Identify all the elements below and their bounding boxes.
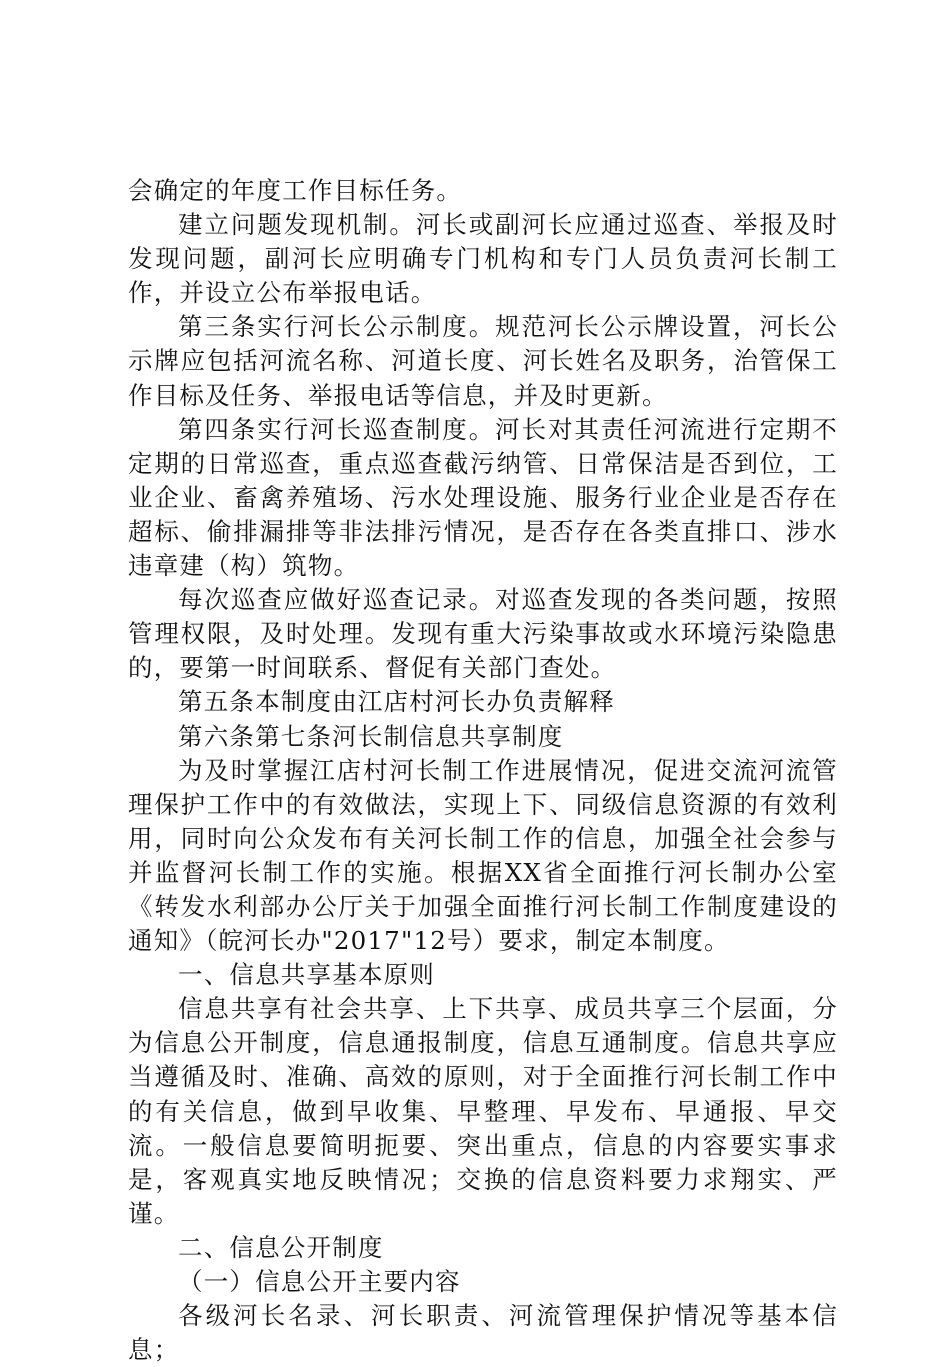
paragraph-article-4: 第四条实行河长巡查制度。河长对其责任河流进行定期不定期的日常巡查，重点巡查截污纳管、日常保洁是否到位，工业企业、畜禽养殖场、污水处理设施、服务行业企业是否存在超标、偷排漏排等非法排污情况，是否存在各类直排口、涉水违章建（构）筑物。	[128, 414, 838, 581]
subsection-heading-disclosure-content: （一）信息公开主要内容	[178, 1267, 461, 1296]
section-heading-disclosure: 二、信息公开制度	[178, 1232, 384, 1262]
paragraph-article-5: 第五条本制度由江店村河长办负责解释	[178, 687, 615, 717]
paragraph-problem-discovery: 建立问题发现机制。河长或副河长应通过巡查、举报及时发现问题，副河长应明确专门机构和专门人员负责河长制工作，并设立公布举报电话。	[128, 210, 838, 308]
paragraph-info-sharing-purpose: 为及时掌握江店村河长制工作进展情况，促进交流河流管理保护工作中的有效做法，实现上下、同级信息资源的有效利用，同时向公众发布有关河长制工作的信息，加强全社会参与并监督河长制工作的实施。根据XX省全面推行河长制办公室《转发水利部办公厅关于加强全面推行河长制工作制度建设的通知》（皖河长办"2017"12号）要求，制定本制度。	[128, 755, 838, 956]
section-heading-principles: 一、信息共享基本原则	[178, 960, 435, 990]
paragraph-inspection-record: 每次巡查应做好巡查记录。对巡查发现的各类问题，按照管理权限，及时处理。发现有重大污染事故或水环境污染隐患的，要第一时间联系、督促有关部门查处。	[128, 585, 838, 683]
paragraph-disclosure-content: 各级河长名录、河长职责、河流管理保护情况等基本信息；	[128, 1301, 838, 1365]
paragraph-continuation: 会确定的年度工作目标任务。	[128, 176, 463, 205]
paragraph-article-6-7: 第六条第七条河长制信息共享制度	[178, 721, 564, 751]
paragraph-principles: 信息共享有社会共享、上下共享、成员共享三个层面，分为信息公开制度，信息通报制度，信息互通制度。信息共享应当遵循及时、准确、高效的原则，对于全面推行河长制工作中的有关信息，做到早收集、早整理、早发布、早通报、早交流。一般信息要简明扼要、突出重点，信息的内容要实事求是，客观真实地反映情况；交换的信息资料要力求翔实、严谨。	[128, 994, 838, 1228]
paragraph-article-3: 第三条实行河长公示制度。规范河长公示牌设置，河长公示牌应包括河流名称、河道长度、河长姓名及职务，治管保工作目标及任务、举报电话等信息，并及时更新。	[128, 312, 838, 410]
document-body	[128, 174, 838, 1367]
